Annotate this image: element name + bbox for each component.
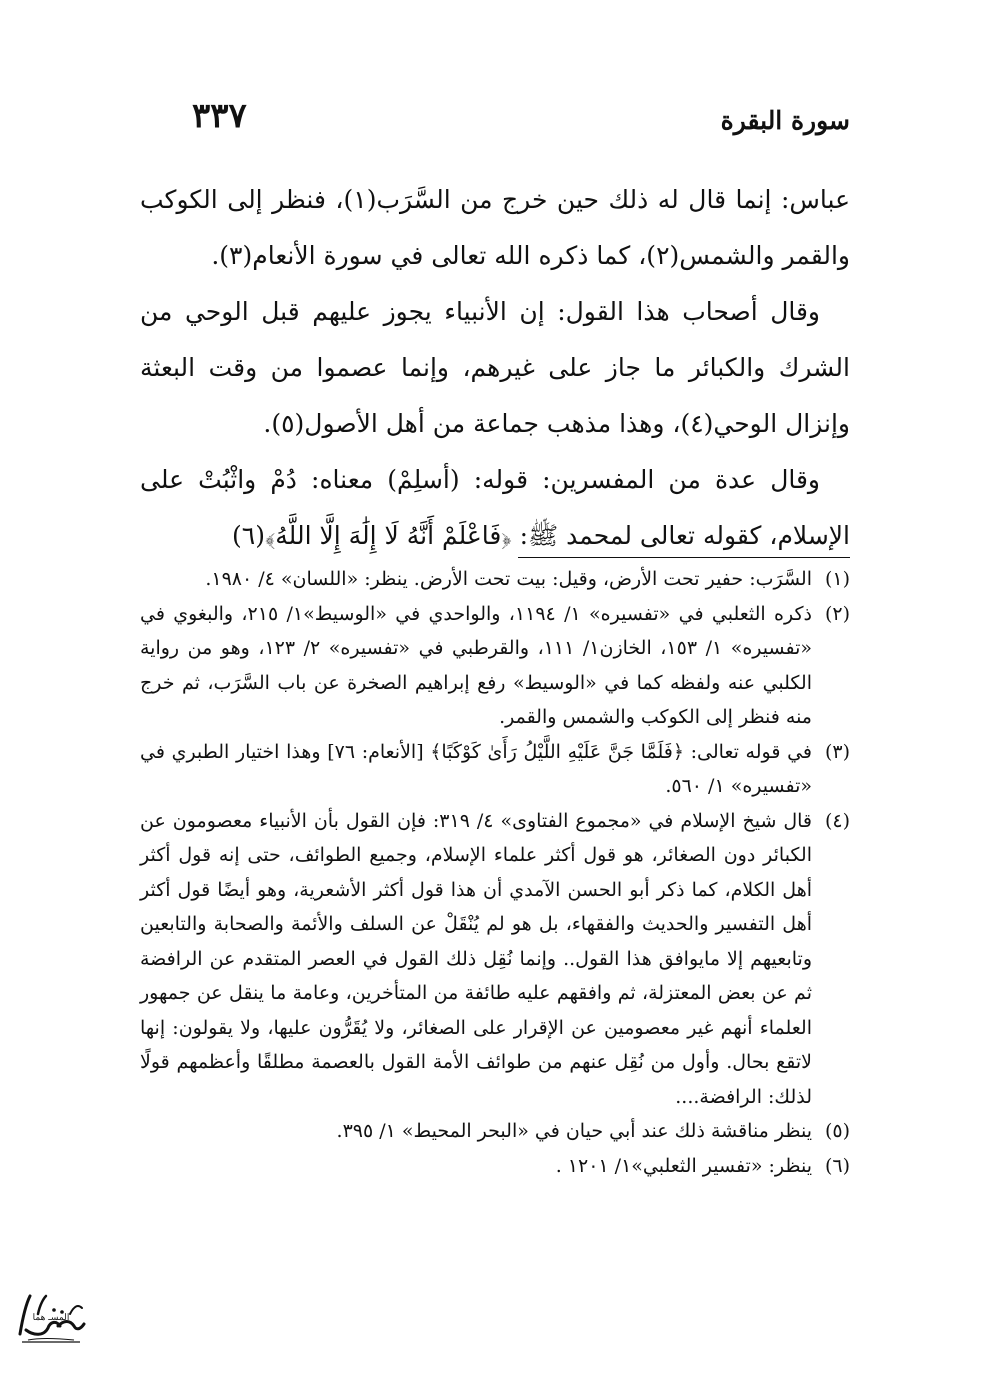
footnote-number: (١) — [824, 568, 850, 590]
footnote-text: السَّرَب: حفير تحت الأرض، وقيل: بيت تحت الأرض. ينظر: «اللسان» ٤/ ١٩٨٠. — [205, 568, 812, 590]
footnote-text: ينظر مناقشة ذلك عند أبي حيان في «البحر المحيط» ١/ ٣٩٥. — [336, 1120, 812, 1142]
page-number: ٣٣٧ — [192, 96, 247, 136]
footnote — [140, 1149, 850, 1184]
footnote — [140, 804, 850, 1115]
footnote-text: ذكره الثعلبي في «تفسيره» ١/ ١١٩٤، والواحدي في «الوسيط»١/ ٢١٥، والبغوي في «تفسيره» ١/ ١٥٣، الخازن١/ ١١١، والقرطبي في «تفسيره» ٢/ ١٢٣، وهو من رواية الكلبي عنه ولفظه كما في «الوسيط» رفع إبراهيم الصخرة عن باب السَّرَب، ثم خرج منه فنظر إلى الكوكب والشمس والقمر. — [140, 602, 812, 728]
footnote-number: (٣) — [824, 740, 850, 763]
footnote-text: في قوله تعالى: ﴿فَلَمَّا جَنَّ عَلَيْهِ اللَّيْلُ رَأَىٰ كَوْكَبًا﴾ [الأنعام: ٧٦] وهذا اختيار الطبري في «تفسيره» ١/ ٥٦٠. — [140, 740, 812, 797]
main-text — [140, 172, 850, 564]
paragraph: وقال عدة من المفسرين: قوله: (أسلِمْ) معناه: دُمْ واثْبُتْ على الإسلام، كقوله تعالى لمحمد ﷺ: ﴿فَاعْلَمْ أَنَّهُ لَا إِلَٰهَ إِلَّا اللَّهُ﴾(٦) — [140, 465, 850, 550]
calligraphy-logo — [14, 1290, 88, 1346]
footnote-number: (٢) — [824, 602, 850, 625]
logo-text: المسـ هما — [32, 1313, 70, 1323]
footnote-number: (٤) — [824, 809, 850, 832]
footnote-number: (٥) — [824, 1120, 850, 1142]
paragraph: عباس: إنما قال له ذلك حين خرج من السَّرَب(١)، فنظر إلى الكوكب والقمر والشمس(٢)، كما ذكره الله تعالى في سورة الأنعام(٣). — [140, 185, 850, 270]
footnote — [140, 1114, 850, 1149]
footnotes — [140, 562, 850, 1183]
surah-title: سورة البقرة — [720, 106, 850, 135]
footnote-text: قال شيخ الإسلام في «مجموع الفتاوى» ٤/ ٣١٩: فإن القول بأن الأنبياء معصومون عن الكبائر دون الصغائر، هو قول أكثر علماء الإسلام، وجميع الطوائف، حتى إنه قول أكثر أهل الكلام، كما ذكر أبو الحسن الآمدي أن هذا قول أكثر الأشعرية، وهو أيضًا قول أكثر أهل التفسير والحديث والفقهاء، بل هو لم يُنْقَلْ عن السلف والأئمة والصحابة والتابعين وتابعيهم إلا مايوافق هذا القول.. وإنما نُقِل ذلك القول في العصر المتقدم عن الرافضة ثم عن بعض المعتزلة، ثم وافقهم عليه طائفة من المتأخرين، وعامة ما ينقل عن جمهور العلماء أنهم غير معصومين عن الإقرار على الصغائر، ولا يُقَرُّون عليها، ولا يقولون: إنها لاتقع بحال. وأول من نُقِل عنهم من طوائف الأمة القول بالعصمة مطلقًا وأعظمهم قولًا لذلك: الرافضة.... — [140, 809, 812, 1108]
footnote-divider — [518, 557, 850, 558]
footnote — [140, 735, 850, 804]
paragraph: وقال أصحاب هذا القول: إن الأنبياء يجوز عليهم قبل الوحي من الشرك والكبائر ما جاز على غيرهم، وإنما عصموا من وقت البعثة وإنزال الوحي(٤)، وهذا مذهب جماعة من أهل الأصول(٥). — [140, 297, 850, 438]
footnote — [140, 597, 850, 735]
page-header — [140, 96, 850, 146]
footnote — [140, 562, 850, 597]
footnote-number: (٦) — [824, 1154, 850, 1177]
footnote-text: ينظر: «تفسير الثعلبي»١/ ١٢٠١ . — [555, 1154, 812, 1177]
